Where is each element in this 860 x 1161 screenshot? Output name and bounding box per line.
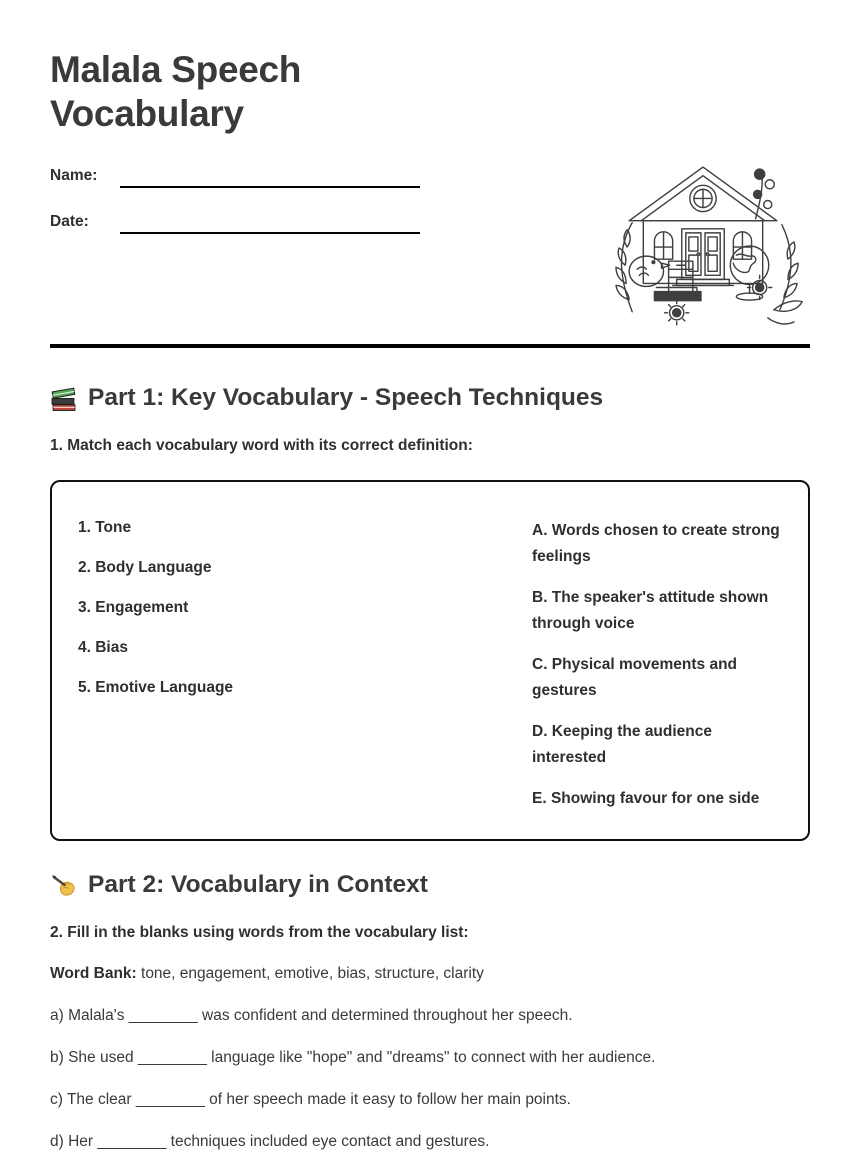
- definition: B. The speaker's attitude shown through voice: [532, 589, 769, 632]
- vocab-term: 2. Body Language: [78, 559, 212, 576]
- fill-in-sentence-c: c) The clear ________ of her speech made it easy to follow her main points.: [50, 1091, 571, 1108]
- date-input-line[interactable]: [120, 212, 420, 234]
- fill-in-sentence-d: d) Her ________ techniques included eye contact and gestures.: [50, 1133, 490, 1150]
- definition: E. Showing favour for one side: [532, 790, 760, 807]
- word-bank-label: Word Bank:: [50, 965, 137, 982]
- books-icon: [50, 385, 77, 412]
- vocab-term: 4. Bias: [78, 639, 128, 656]
- definition: D. Keeping the audience interested: [532, 723, 713, 766]
- part2-prompt: 2. Fill in the blanks using words from the vocabulary list:: [50, 924, 469, 941]
- vocab-term: 1. Tone: [78, 519, 132, 536]
- vocab-term: 3. Engagement: [78, 599, 189, 616]
- fill-in-sentence-b: b) She used ________ language like "hope" and "dreams" to connect with her audience.: [50, 1049, 656, 1066]
- definition: C. Physical movements and gestures: [532, 656, 738, 699]
- word-bank-words: tone, engagement, emotive, bias, structure, clarity: [136, 965, 484, 982]
- part1-section: [50, 384, 810, 841]
- writing-hand-icon: [50, 872, 77, 899]
- name-label: Name:: [50, 167, 98, 184]
- section-divider: [50, 344, 810, 348]
- definition: A. Words chosen to create strong feelings: [532, 522, 780, 565]
- worksheet-page: [0, 48, 860, 1161]
- part1-heading: [50, 384, 810, 412]
- word-bank: [50, 964, 810, 984]
- page-title: Malala Speech Vocabulary: [50, 49, 302, 134]
- vocab-term: 5. Emotive Language: [78, 679, 234, 696]
- vocab-terms-column: [78, 518, 532, 815]
- definitions-column: [532, 518, 780, 815]
- part2-heading: [50, 871, 810, 899]
- part1-heading-text: Part 1: Key Vocabulary - Speech Techniques: [88, 384, 604, 411]
- matching-box: [50, 480, 810, 841]
- fill-in-sentence-a: a) Malala's ________ was confident and determined throughout her speech.: [50, 1007, 573, 1024]
- date-label: Date:: [50, 213, 89, 230]
- schoolhouse-illustration: [594, 158, 812, 332]
- part1-prompt: 1. Match each vocabulary word with its correct definition:: [50, 437, 473, 454]
- part2-heading-text: Part 2: Vocabulary in Context: [88, 871, 428, 898]
- name-input-line[interactable]: [120, 166, 420, 188]
- part2-section: [50, 871, 810, 1152]
